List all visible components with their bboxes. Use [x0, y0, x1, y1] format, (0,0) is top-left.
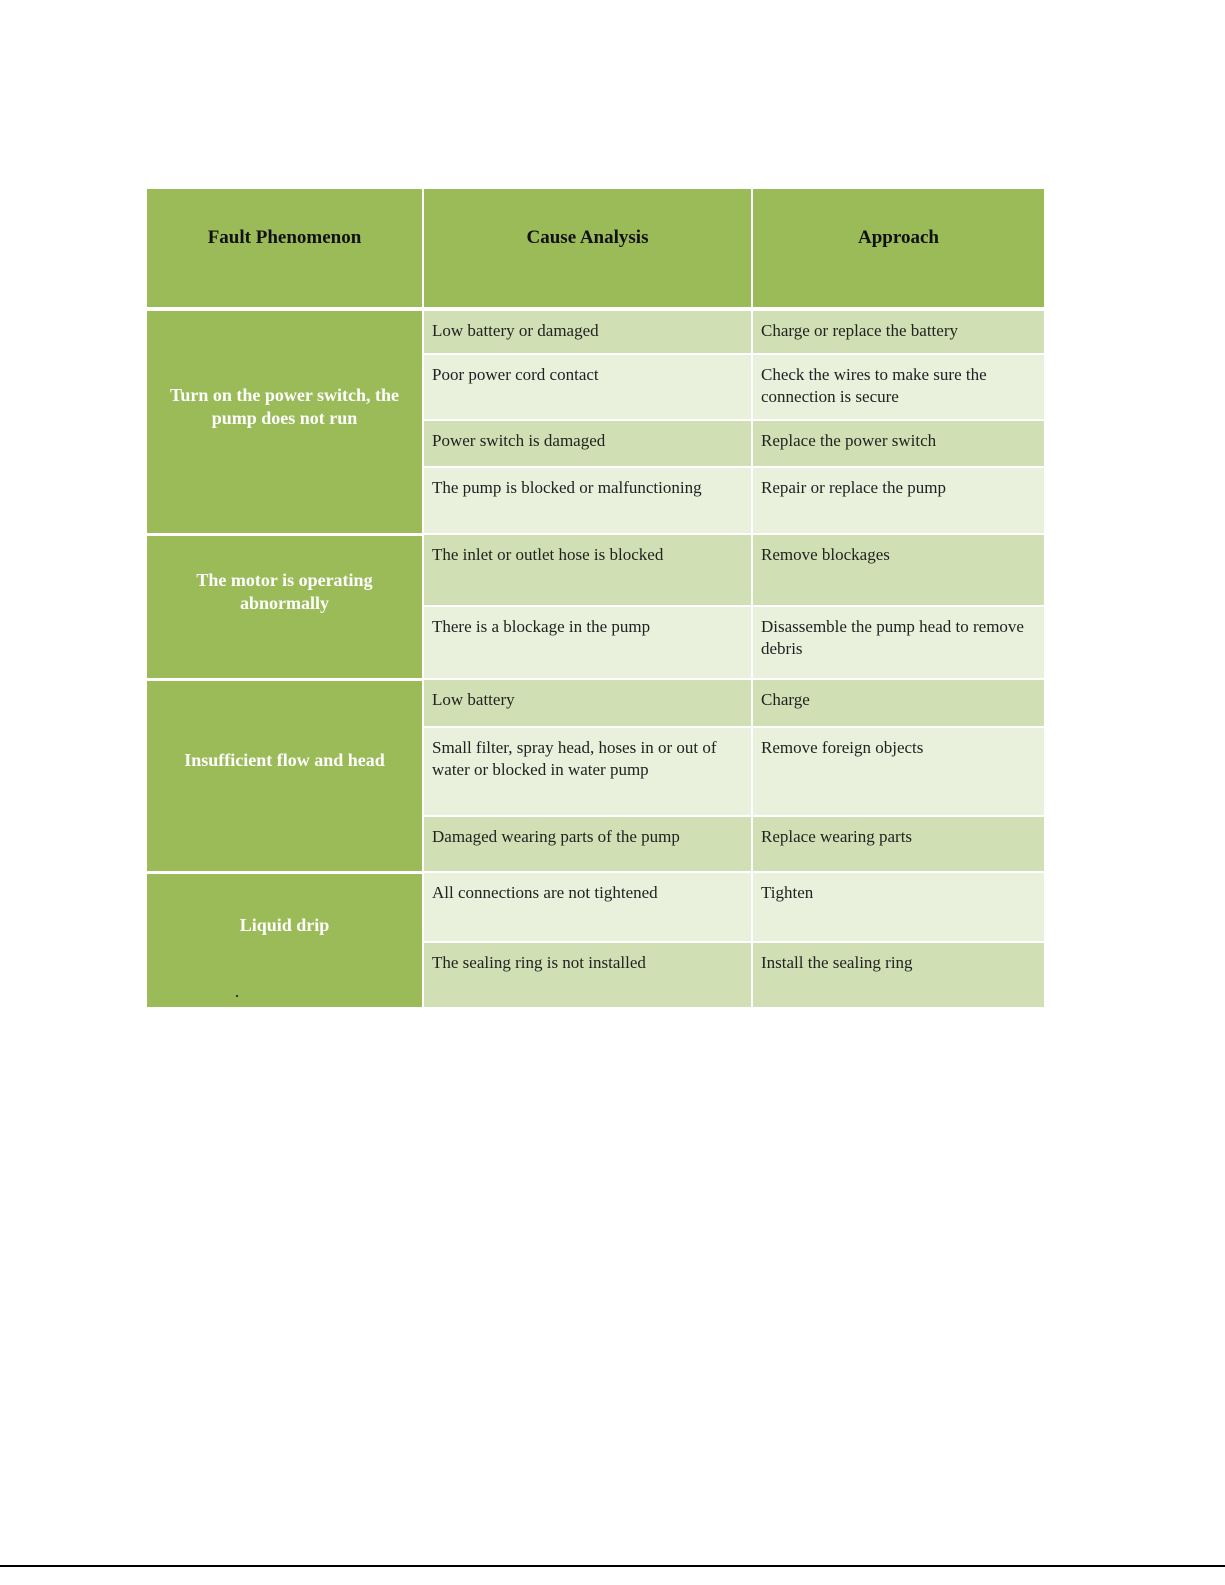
approach-cell: Replace the power switch: [752, 420, 1044, 467]
phenomenon-cell: Turn on the power switch, the pump does not run: [147, 309, 423, 534]
cause-cell: Power switch is damaged: [423, 420, 752, 467]
page-bottom-rule: [0, 1565, 1225, 1567]
cause-cell: Low battery: [423, 679, 752, 727]
table-row: [147, 534, 1044, 606]
header-approach: Approach: [752, 189, 1044, 309]
troubleshooting-table-container: [147, 189, 1044, 1010]
approach-cell: Disassemble the pump head to remove debris: [752, 606, 1044, 679]
approach-cell: Check the wires to make sure the connection is secure: [752, 354, 1044, 420]
approach-cell: Replace wearing parts: [752, 816, 1044, 872]
table-header-row: [147, 189, 1044, 309]
cause-cell: The inlet or outlet hose is blocked: [423, 534, 752, 606]
header-fault-phenomenon: Fault Phenomenon: [147, 189, 423, 309]
troubleshooting-table: [147, 189, 1044, 1010]
cause-cell: Poor power cord contact: [423, 354, 752, 420]
phenomenon-cell: Liquid drip: [147, 872, 423, 1008]
approach-cell: Remove foreign objects: [752, 727, 1044, 816]
stray-dot-mark: [236, 995, 238, 997]
cause-cell: Small filter, spray head, hoses in or out of water or blocked in water pump: [423, 727, 752, 816]
header-cause-analysis: Cause Analysis: [423, 189, 752, 309]
cause-cell: Damaged wearing parts of the pump: [423, 816, 752, 872]
approach-cell: Remove blockages: [752, 534, 1044, 606]
approach-cell: Repair or replace the pump: [752, 467, 1044, 534]
table-row: [147, 872, 1044, 942]
phenomenon-cell: The motor is operating abnormally: [147, 534, 423, 679]
cause-cell: Low battery or damaged: [423, 309, 752, 354]
table-row: [147, 309, 1044, 354]
cause-cell: There is a blockage in the pump: [423, 606, 752, 679]
cause-cell: The sealing ring is not installed: [423, 942, 752, 1008]
approach-cell: Charge or replace the battery: [752, 309, 1044, 354]
cause-cell: The pump is blocked or malfunctioning: [423, 467, 752, 534]
approach-cell: Tighten: [752, 872, 1044, 942]
approach-cell: Install the sealing ring: [752, 942, 1044, 1008]
approach-cell: Charge: [752, 679, 1044, 727]
table-row: [147, 679, 1044, 727]
cause-cell: All connections are not tightened: [423, 872, 752, 942]
phenomenon-cell: Insufficient flow and head: [147, 679, 423, 872]
